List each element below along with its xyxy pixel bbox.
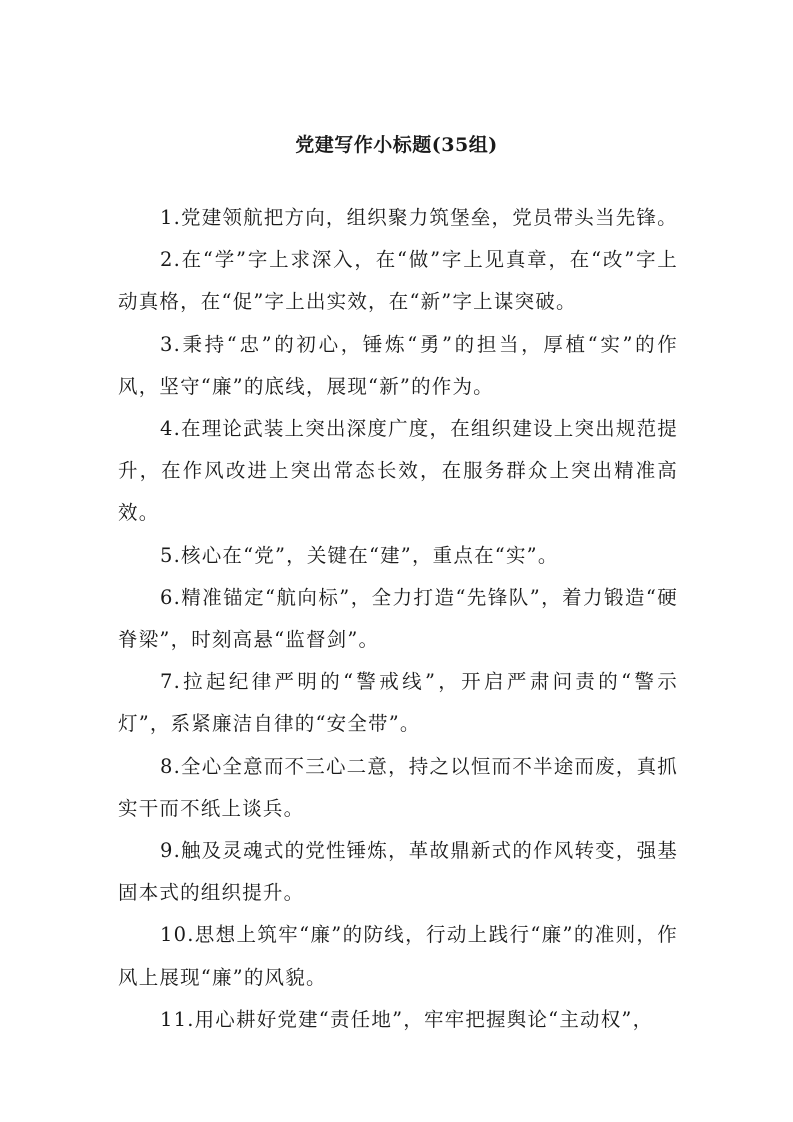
- list-item: 5.核心在“党”，关键在“建”，重点在“实”。: [160, 543, 559, 567]
- list-item: 9.触及灵魂式的党性锤炼，革故鼎新式的作风转变，强基固本式的组织提升。: [118, 839, 678, 905]
- list-item: 6.精准锚定“航向标”，全力打造“先锋队”，着力锻造“硬脊梁”，时刻高悬“监督剑”。: [118, 585, 678, 652]
- list-item: 2.在“学”字上求深入，在“做”字上见真章，在“改”字上动真格，在“促”字上出实效，在“新”字上谋突破。: [118, 248, 678, 314]
- list-item: 10.思想上筑牢“廉”的防线，行动上践行“廉”的准则，作风上展现“廉”的风貌。: [118, 923, 678, 989]
- list-item: 11.用心耕好党建“责任地”，牢牢把握舆论“主动权”，: [160, 1007, 654, 1031]
- document-body: [118, 197, 678, 1041]
- list-item: 1.党建领航把方向，组织聚力筑堡垒，党员带头当先锋。: [160, 206, 678, 229]
- document-title: 党建写作小标题(35组): [295, 134, 498, 156]
- list-item: 7.拉起纪律严明的“警戒线”，开启严肃问责的“警示灯”，系紧廉洁自律的“安全带”。: [118, 670, 678, 736]
- list-item: 3.秉持“忠”的初心，锤炼“勇”的担当，厚植“实”的作风，坚守“廉”的底线，展现“新”的作为。: [118, 332, 678, 398]
- list-item: 4.在理论武装上突出深度广度，在组织建设上突出规范提升，在作风改进上突出常态长效，在服务群众上突出精准高效。: [118, 417, 678, 525]
- list-item: 8.全心全意而不三心二意，持之以恒而不半途而废，真抓实干而不纸上谈兵。: [118, 754, 678, 820]
